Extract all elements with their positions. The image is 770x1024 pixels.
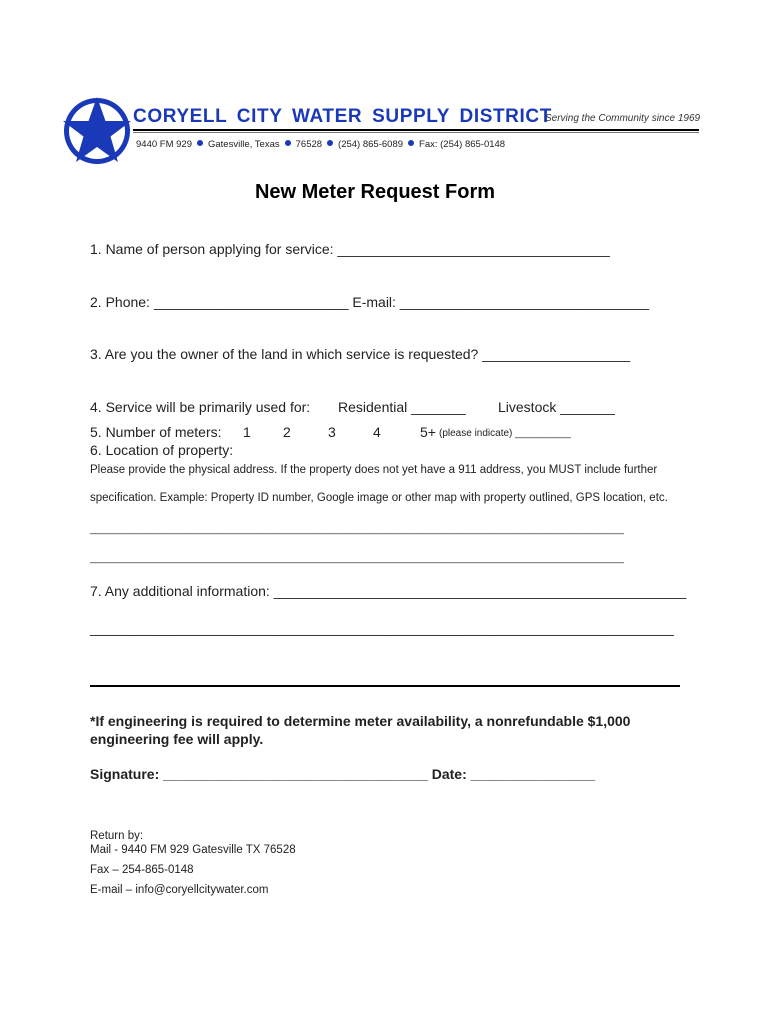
option-livestock[interactable]: Livestock _______ [498,399,615,415]
location-instructions-1: Please provide the physical address. If the property does not yet have a 911 address, you MUST include further [90,464,658,476]
option-residential[interactable]: Residential _______ [338,399,466,415]
signature-date-line[interactable]: Signature: __________________________________ Date: ________________ [90,766,596,782]
header-divider [133,129,699,131]
address-line [136,139,505,150]
address-city: Gatesville, Texas [207,139,280,150]
question-property-location: 6. Location of property: [90,442,234,458]
option-meters-5plus[interactable]: 5+ [420,424,436,440]
question-phone-email[interactable]: 2. Phone: _________________________ E-mail: ________________________________ [90,294,649,310]
address-zip: 76528 [295,139,323,150]
star-logo [62,96,132,166]
return-email: E-mail – info@coryellcitywater.com [90,884,269,896]
question-land-owner[interactable]: 3. Are you the owner of the land in which service is requested? ___________________ [90,346,631,362]
question-meter-count: 5. Number of meters: [90,424,222,440]
return-by-label: Return by: [90,830,144,842]
header-divider-thin [133,132,699,133]
option-meters-1[interactable]: 1 [243,424,251,440]
location-instructions-2: specification. Example: Property ID number, Google image or other map with property outlined, GPS location, etc. [90,492,668,504]
question-name[interactable]: 1. Name of person applying for service: ___________________________________ [90,241,610,257]
section-divider [90,685,680,687]
return-fax: Fax – 254-865-0148 [90,864,194,876]
form-title: New Meter Request Form [254,181,496,203]
meters-indicate-field[interactable]: (please indicate) __________ [439,428,571,439]
address-phone: (254) 865-6089 [338,139,404,150]
bullet-icon [408,140,414,146]
bullet-icon [327,140,333,146]
location-answer-line-1[interactable]: ________________________________________________________________________________________________ [90,524,624,535]
option-meters-4[interactable]: 4 [373,424,381,440]
org-name: CORYELL CITY WATER SUPPLY DISTRICT [133,106,552,127]
bullet-icon [285,140,291,146]
engineering-note-line-1: *If engineering is required to determine meter availability, a nonrefundable $1,000 [90,713,631,729]
address-fax: Fax: (254) 865-0148 [419,139,506,150]
option-meters-3[interactable]: 3 [328,424,336,440]
question-additional-info[interactable]: 7. Any additional information: _____________________________________________________ [90,583,687,599]
additional-info-line[interactable]: ___________________________________________________________________________ [90,620,674,636]
option-meters-2[interactable]: 2 [283,424,291,440]
bullet-icon [197,140,203,146]
address-street: 9440 FM 929 [136,139,192,150]
engineering-note-line-2: engineering fee will apply. [90,731,264,747]
question-service-use: 4. Service will be primarily used for: [90,399,311,415]
tagline: Serving the Community since 1969 [545,113,701,124]
return-mail: Mail - 9440 FM 929 Gatesville TX 76528 [90,844,296,856]
location-answer-line-2[interactable]: ________________________________________________________________________________________________ [90,553,624,564]
